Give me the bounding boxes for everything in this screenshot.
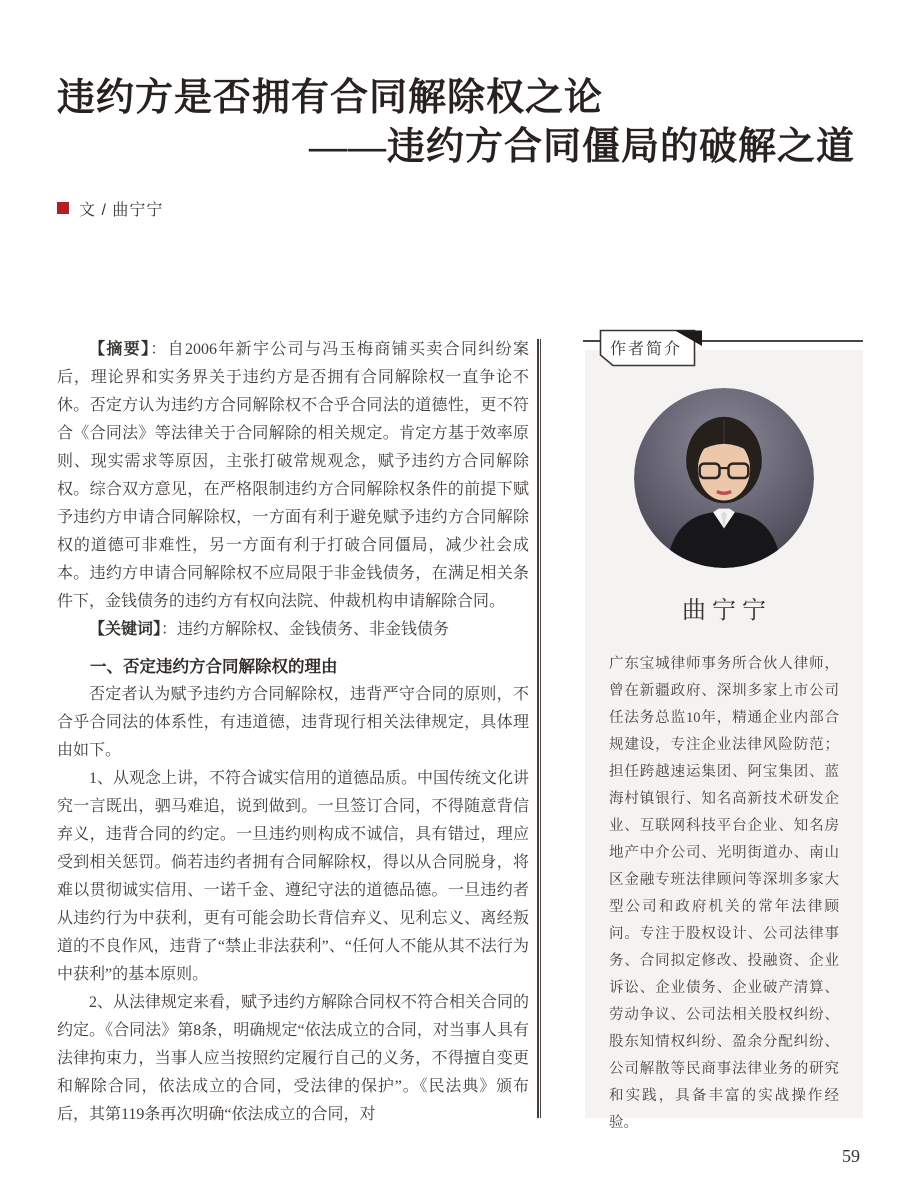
- author-name: 曲宁宁: [682, 597, 772, 624]
- column-divider: [537, 339, 541, 1118]
- author-photo: [634, 388, 814, 568]
- abstract-paragraph: [57, 336, 529, 616]
- article-title-line1: 违约方是否拥有合同解除权之论: [57, 77, 604, 119]
- author-intro-panel: [585, 350, 863, 1131]
- red-square-bullet-icon: [57, 202, 69, 214]
- byline-text: 文 / 曲宁宁: [79, 201, 164, 219]
- byline: [57, 199, 163, 217]
- abstract-label: 【摘要】: [89, 341, 151, 358]
- author-bio: 广东宝城律师事务所合伙人律师，曾在新疆政府、深圳多家上市公司任法务总监10年，精通企业内部合规建设，专注企业法律风险防范；担任跨越速运集团、阿宝集团、蓝海村镇银行、知名高新技术研发企业、互联网科技平台企业、知名房地产中介公司、光明街道办、南山区金融专班法律顾问等深圳多家大型公司和政府机关的常年法律顾问。专注于股权设计、公司法律事务、合同拟定修改、投融资、企业诉讼、企业债务、企业破产清算、劳动争议、公司法相关股权纠纷、股东知情权纠纷、盈余分配纠纷、公司解散等民商事法律业务的研究和实践，具备丰富的实战操作经验。: [609, 656, 839, 1131]
- author-intro-tag: [599, 329, 703, 368]
- article-title-line2: ——违约方合同僵局的破解之道: [308, 126, 855, 168]
- page-number: 59: [842, 1146, 860, 1166]
- body-paragraph: 1、从观念上讲，不符合诚实信用的道德品质。中国传统文化讲究一言既出，驷马难追，说到做到。一旦签订合同，不得随意背信弃义，违背合同的约定。一旦违约则构成不诚信，具有错过，理应受到相关惩罚。倘若违约者拥有合同解除权，得以从合同脱身，将难以贯彻诚实信用、一诺千金、遵纪守法的道德品德。一旦违约者从违约行为中获利，更有可能会助长背信弃义、见利忘义、离经叛道的不良作风，违背了“禁止非法获利”、“任何人不能从其不法行为中获利”的基本原则。: [57, 770, 530, 983]
- section-heading: 一、否定违约方合同解除权的理由: [90, 658, 338, 676]
- body-paragraph: 否定者认为赋予违约方合同解除权，违背严守合同的原则，不合乎合同法的体系性，有违道德，违背现行相关法律规定，具体理由如下。: [57, 686, 529, 759]
- author-intro-tag-label: 作者简介: [609, 341, 683, 358]
- article-title: [57, 74, 855, 171]
- keywords-paragraph: [57, 616, 529, 644]
- keywords-text: ：违约方解除权、金钱债务、非金钱债务: [161, 621, 450, 638]
- keywords-label: 【关键词】: [89, 621, 162, 638]
- author-portrait-graphic: [634, 388, 814, 568]
- abstract-text: ：自2006年新宇公司与冯玉梅商铺买卖合同纠纷案后，理论界和实务界关于违约方是否拥有合同解除权一直争论不休。否定方认为违约方合同解除权不合乎合同法的道德性，更不符合《合同法》等法律关于合同解除的相关规定。肯定方基于效率原则、现实需求等原因，主张打破常规观念，赋予违约方合同解除权。综合双方意见，在严格限制违约方合同解除权条件的前提下赋予违约方申请合同解除权，一方面有利于避免赋予违约方合同解除权的道德可非难性，另一方面有利于打破合同僵局，减少社会成本。违约方申请合同解除权不应局限于非金钱债务，在满足相关条件下，金钱债务的违约方有权向法院、仲裁机构申请解除合同。: [57, 341, 529, 610]
- body-paragraph: 2、从法律规定来看，赋予违约方解除合同权不符合相关合同的约定。《合同法》第8条，明确规定“依法成立的合同，对当事人具有法律拘束力，当事人应当按照约定履行自己的义务，不得擅自变更和解除合同，依法成立的合同，受法律的保护”。《民法典》颁布后，其第119条再次明确“依法成立的合同，对: [57, 994, 530, 1123]
- main-text-column: [57, 336, 529, 1129]
